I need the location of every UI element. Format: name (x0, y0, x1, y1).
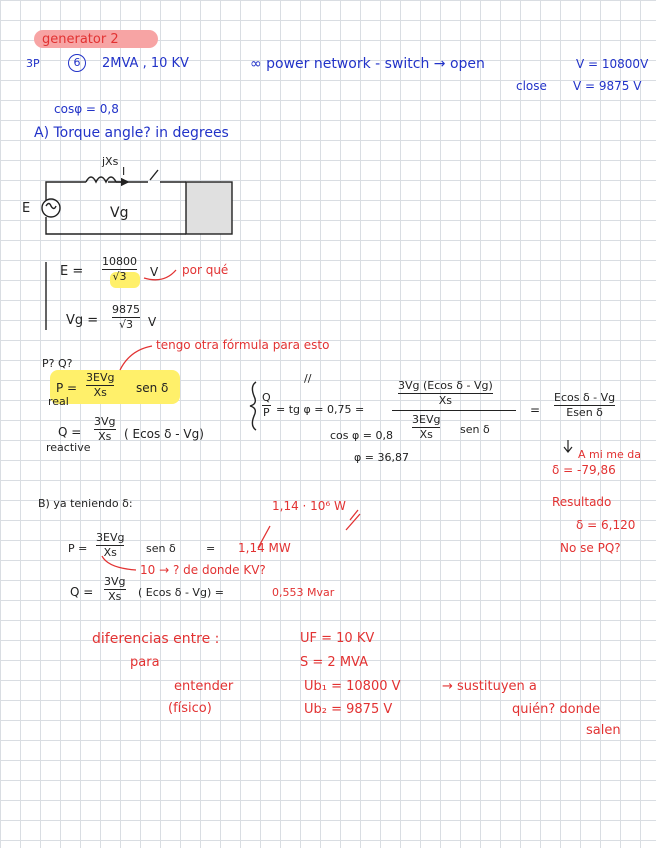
simp-denominator: Esen δ (566, 405, 603, 419)
para-note-2: entender (174, 679, 234, 694)
ub1-line: Ub₁ = 10800 V (304, 679, 401, 694)
pb-fraction (96, 532, 124, 558)
diferencias-note: diferencias entre : (92, 631, 220, 647)
qb-denominator: Xs (108, 589, 122, 603)
ac-source-icon (42, 199, 60, 217)
big-den-tail: sen δ (460, 423, 490, 436)
formula-note: tengo otra fórmula para esto (156, 338, 330, 352)
open-voltage: V = 10800V (576, 57, 649, 71)
ub2-line: Ub₂ = 9875 V (304, 702, 393, 717)
e-unit: V (150, 265, 159, 279)
vg-label: Vg (110, 205, 129, 221)
qb-numerator: 3Vg (104, 575, 126, 588)
para-note-3: (físico) (168, 701, 212, 716)
qb-fraction (104, 576, 126, 602)
pb-lhs: P = (68, 542, 88, 555)
big-num-top: 3Vg (Ecos δ - Vg) (398, 379, 493, 392)
reactance-label: jXs (102, 155, 119, 168)
vg-numerator: 9875 (112, 303, 140, 316)
para-note-1: para (130, 655, 160, 670)
circled-number (68, 54, 86, 72)
qp-equation: = tg φ = 0,75 = (276, 403, 365, 416)
big-fraction-bar (392, 410, 516, 411)
network-box (186, 182, 232, 234)
cos-phi: cos φ = 0,8 (330, 429, 393, 442)
uf-line: UF = 10 KV (300, 631, 375, 646)
q-lhs: Q = (58, 425, 82, 439)
p-value: 1,14 MW (238, 541, 291, 555)
pb-numerator: 3EVg (96, 531, 125, 544)
vg-fraction (112, 304, 140, 330)
qp-numerator: Q (262, 391, 271, 404)
phase-label: 3P (26, 57, 40, 70)
delta-result: δ = 6,120 (576, 518, 636, 532)
qb-tail: ( Ecos δ - Vg) = (138, 586, 224, 599)
generator-ratings: 2MVA , 10 KV (102, 56, 189, 71)
equals-sign: = (530, 403, 541, 417)
p-subscript: real (48, 395, 69, 408)
salen-note: salen (586, 723, 621, 738)
qb-lhs: Q = (70, 585, 94, 599)
s-line: S = 2 MVA (300, 655, 368, 670)
pb-equals: = (206, 542, 216, 555)
circuit-diagram (42, 170, 232, 234)
p-denominator: Xs (93, 385, 107, 399)
simp-numerator: Ecos δ - Vg (554, 391, 616, 404)
vg-lhs: Vg = (66, 313, 99, 328)
close-label: close (516, 79, 547, 93)
title-tag: generator 2 (42, 32, 119, 47)
big-denominator (412, 414, 440, 440)
current-label: I (122, 165, 126, 178)
q-numerator: 3Vg (94, 415, 116, 428)
big-num-bottom: Xs (438, 393, 453, 407)
part-b-label: B) ya teniendo δ: (38, 497, 133, 510)
note-a-mi-me-da: A mi me da (578, 448, 641, 461)
resultado-label: Resultado (552, 495, 612, 509)
big-den-bottom: Xs (419, 427, 433, 441)
e-numerator: 10800 (102, 255, 137, 268)
network-description: ∞ power network - switch → open (250, 56, 485, 72)
simplified-fraction (554, 392, 615, 418)
p-exponent: 1,14 · 10⁶ W (272, 499, 346, 513)
brace-2 (250, 382, 256, 430)
no-se-pq: No se PQ? (560, 541, 621, 555)
close-voltage: V = 9875 V (573, 79, 642, 93)
parallel-mark: // (304, 372, 312, 385)
e-lhs: E = (60, 264, 84, 279)
phi-value: φ = 36,87 (354, 451, 409, 464)
big-den-top: 3EVg (412, 413, 441, 426)
p-fraction (86, 372, 114, 398)
source-label: E (22, 201, 31, 216)
q-subscript: reactive (46, 441, 91, 454)
big-numerator (398, 380, 493, 406)
question-a: A) Torque angle? in degrees (34, 125, 229, 141)
p-numerator: 3EVg (86, 371, 115, 384)
quien-note: quién? donde (512, 702, 601, 717)
pb-denominator: Xs (103, 545, 117, 559)
vg-unit: V (148, 315, 157, 329)
sustituyen-note: → sustituyen a (442, 679, 537, 694)
qp-denominator: P (263, 405, 270, 419)
delta-wrong: δ = -79,86 (552, 463, 616, 477)
pb-tail: sen δ (146, 542, 176, 555)
q-tail: ( Ecos δ - Vg) (124, 427, 204, 441)
q-fraction (94, 416, 116, 442)
e-note: por qué (182, 263, 229, 277)
q-value: 0,553 Mvar (272, 586, 335, 599)
pq-question: P? Q? (42, 357, 73, 370)
kv-note: 10 → ? de donde KV? (140, 563, 266, 577)
e-denominator: √3 (112, 269, 127, 283)
power-factor: cosφ = 0,8 (54, 102, 119, 116)
p-lhs: P = (56, 381, 78, 395)
circled-number-text: 6 (73, 56, 81, 69)
qp-fraction (262, 392, 271, 418)
p-tail: sen δ (136, 381, 169, 395)
vg-denominator: √3 (118, 317, 133, 331)
q-denominator: Xs (98, 429, 112, 443)
e-fraction (102, 256, 137, 282)
